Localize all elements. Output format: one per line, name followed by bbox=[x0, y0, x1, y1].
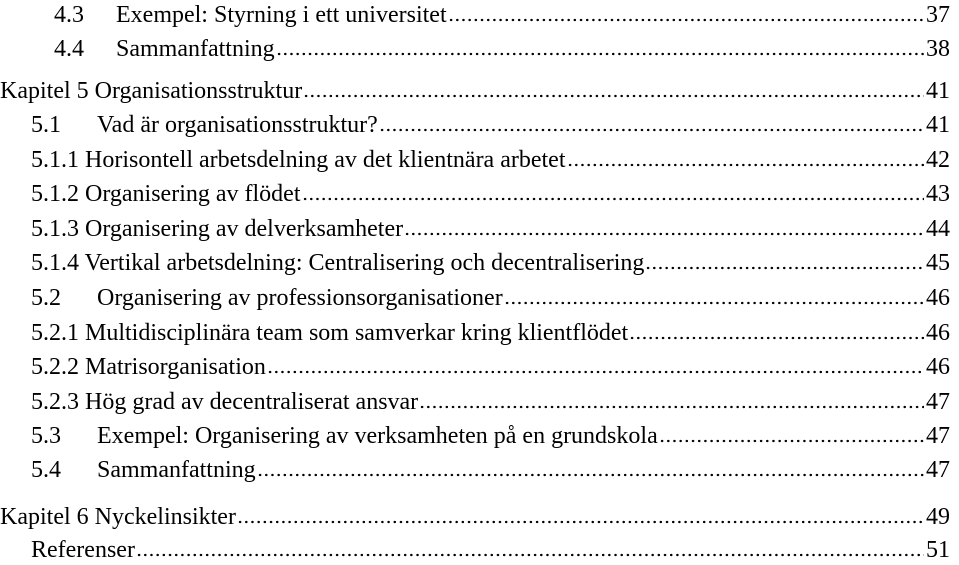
dot-leader bbox=[379, 128, 924, 132]
toc-entry-title: 5.4 Sammanfattning bbox=[31, 457, 256, 483]
dot-leader bbox=[237, 520, 924, 524]
toc-entry-title: 5.1 Vad är organisationsstruktur? bbox=[31, 112, 378, 138]
toc-entry-title: 5.2.1 Multidisciplinära team som samverkar kring klientflödet bbox=[31, 320, 629, 346]
toc-entry-number: 4.4 bbox=[54, 36, 84, 62]
toc-entry-page: 47 bbox=[926, 389, 950, 415]
toc-entry-title: 5.1.3 Organisering av delverksamheter bbox=[31, 216, 404, 242]
dot-leader bbox=[448, 18, 924, 22]
toc-entry-number: 5.1.2 bbox=[31, 181, 79, 207]
toc-entry-number: 5.2.3 bbox=[31, 389, 79, 415]
dot-leader bbox=[645, 266, 924, 270]
toc-entry-page: 46 bbox=[926, 354, 950, 380]
toc-entry-number: 5.4 bbox=[31, 457, 61, 483]
toc-entry-page: 41 bbox=[926, 112, 950, 138]
toc-entry-page: 43 bbox=[926, 181, 950, 207]
toc-entry-title: Referenser bbox=[31, 537, 135, 563]
toc-entry-title: Kapitel 5 Organisationsstruktur bbox=[0, 78, 303, 104]
toc-entry bbox=[31, 145, 950, 175]
toc-entry-page: 47 bbox=[926, 423, 950, 449]
toc-entry bbox=[31, 179, 950, 209]
toc-entry bbox=[31, 318, 950, 348]
toc-entry-title: 5.2 Organisering av professionsorganisationer bbox=[31, 285, 503, 311]
dot-leader bbox=[659, 439, 924, 443]
toc-entry-number: Kapitel 6 bbox=[0, 504, 89, 530]
toc-entry bbox=[31, 214, 950, 244]
toc-entry-number: 5.1.3 bbox=[31, 216, 79, 242]
toc-entry-title: 4.3 Exempel: Styrning i ett universitet bbox=[54, 2, 447, 28]
toc-entry bbox=[31, 352, 950, 382]
toc-entry-page: 46 bbox=[926, 320, 950, 346]
toc-chapter-entry bbox=[0, 76, 950, 106]
dot-leader bbox=[419, 405, 924, 409]
toc-entry-number: 4.3 bbox=[54, 2, 84, 28]
toc-entry-number: 5.1 bbox=[31, 112, 61, 138]
toc-entry-page: 44 bbox=[926, 216, 950, 242]
toc-entry-number: 5.1.1 bbox=[31, 147, 79, 173]
toc-entry-title: 5.2.3 Hög grad av decentraliserat ansvar bbox=[31, 389, 419, 415]
toc-entry bbox=[31, 421, 950, 451]
dot-leader bbox=[404, 232, 924, 236]
dot-leader bbox=[567, 163, 925, 167]
toc-entry bbox=[31, 110, 950, 140]
toc-entry-page: 49 bbox=[926, 504, 950, 530]
toc-entry-number: 5.3 bbox=[31, 423, 61, 449]
toc-entry bbox=[54, 0, 950, 30]
toc-entry-title: 5.1.1 Horisontell arbetsdelning av det klientnära arbetet bbox=[31, 147, 566, 173]
dot-leader bbox=[504, 301, 924, 305]
toc-entry bbox=[31, 283, 950, 313]
toc-entry-number: 5.1.4 bbox=[31, 250, 79, 276]
dot-leader bbox=[267, 370, 924, 374]
toc-entry-page: 47 bbox=[926, 457, 950, 483]
toc-entry-title: 5.2.2 Matrisorganisation bbox=[31, 354, 266, 380]
dot-leader bbox=[303, 94, 924, 98]
toc-entry bbox=[31, 455, 950, 485]
dot-leader bbox=[257, 473, 924, 477]
toc-entry-number: 5.2.2 bbox=[31, 354, 79, 380]
toc-entry bbox=[31, 248, 950, 278]
toc-entry-number: 5.2 bbox=[31, 285, 61, 311]
toc-entry-title: Kapitel 6 Nyckelinsikter bbox=[0, 504, 236, 530]
toc-entry-page: 41 bbox=[926, 78, 950, 104]
toc-entry-page: 38 bbox=[926, 36, 950, 62]
toc-entry-title: 5.1.4 Vertikal arbetsdelning: Centralisering och decentralisering bbox=[31, 250, 645, 276]
toc-entry-number: 5.2.1 bbox=[31, 320, 79, 346]
toc-entry-title: 4.4 Sammanfattning bbox=[54, 36, 275, 62]
dot-leader bbox=[302, 197, 925, 201]
toc-entry-title: 5.3 Exempel: Organisering av verksamheten på en grundskola bbox=[31, 423, 658, 449]
toc-entry-page: 51 bbox=[926, 537, 950, 563]
dot-leader bbox=[276, 52, 924, 56]
toc-entry-number: Kapitel 5 bbox=[0, 78, 89, 104]
toc-chapter-entry bbox=[0, 502, 950, 532]
toc-entry-page: 45 bbox=[926, 250, 950, 276]
toc-entry-page: 46 bbox=[926, 285, 950, 311]
toc-entry bbox=[31, 387, 950, 417]
toc-entry bbox=[54, 34, 950, 64]
dot-leader bbox=[629, 336, 924, 340]
toc-entry-title: 5.1.2 Organisering av flödet bbox=[31, 181, 301, 207]
toc-entry-page: 42 bbox=[926, 147, 950, 173]
dot-leader bbox=[136, 553, 924, 557]
toc-entry-page: 37 bbox=[926, 2, 950, 28]
